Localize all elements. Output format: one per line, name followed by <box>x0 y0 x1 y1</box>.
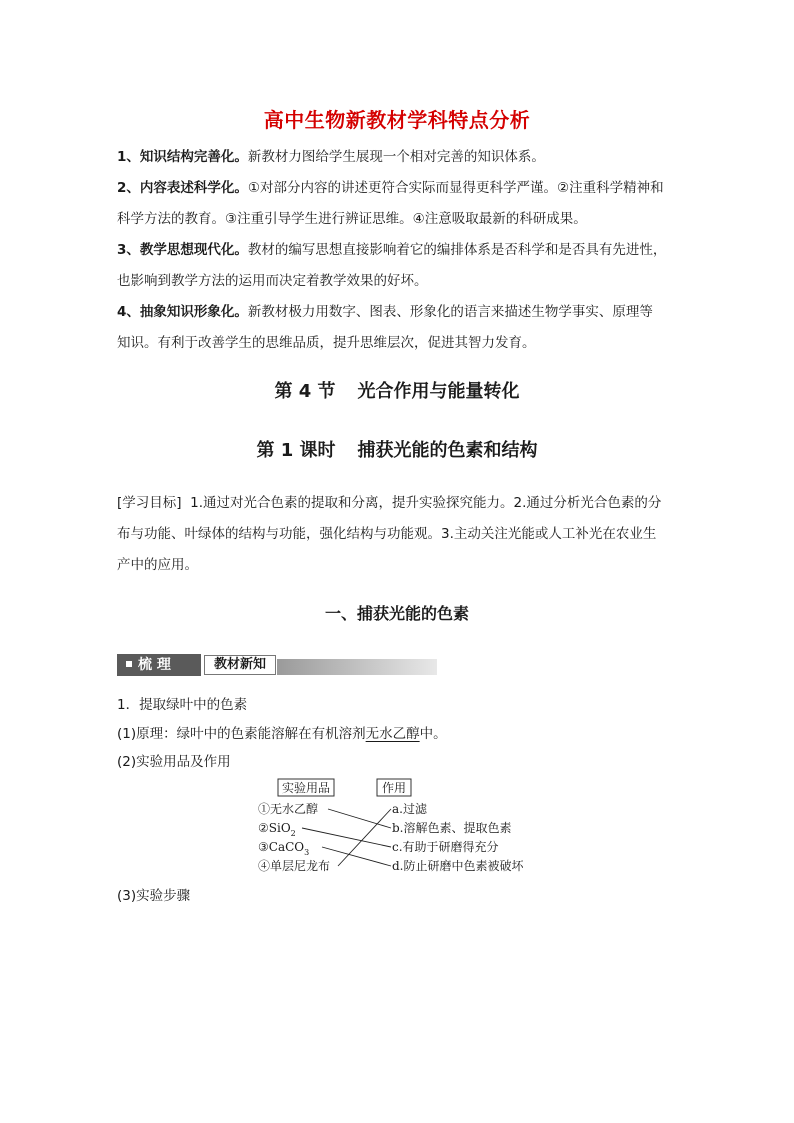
feature-text: 教材的编写思想直接影响着它的编排体系是否科学和是否具有先进性， <box>247 242 667 258</box>
feature-text: ①对部分内容的讲述更符合实际而显得更科学严谨。②注重科学精神和 <box>247 180 664 196</box>
feature-label: 2、内容表述科学化。 <box>117 180 248 196</box>
feature-text-cont: 也影响到教学方法的运用而决定着教学效果的好坏。 <box>117 273 428 289</box>
banner-dark-tab <box>117 654 201 676</box>
section-banner <box>117 654 437 676</box>
section-number: 第 4 节 <box>274 381 336 402</box>
step1-title: 1．提取绿叶中的色素 <box>117 697 248 713</box>
right-item: a.过滤 <box>392 802 427 816</box>
goals-text-cont: 布与功能、叶绿体的结构与功能，强化结构与功能观。3.主动关注光能或人工补光在农业生 <box>117 526 657 542</box>
feature-label: 4、抽象知识形象化。 <box>117 304 248 320</box>
principle-text <box>117 722 447 742</box>
section-name: 光合作用与能量转化 <box>357 381 520 402</box>
feature-text: 新教材极力用数字、图表、形象化的语言来描述生物学事实、原理等 <box>247 304 653 320</box>
match-line <box>302 828 391 847</box>
right-item: d.防止研磨中色素被破坏 <box>392 859 524 873</box>
materials-title: (2)实验用品及作用 <box>117 754 231 770</box>
right-header: 作用 <box>381 781 407 795</box>
principle-prefix: (1)原理：绿叶中的色素能溶解在有机溶剂 <box>117 726 366 742</box>
feature-3 <box>117 235 682 297</box>
matching-diagram <box>258 778 548 873</box>
feature-text-cont: 知识。有利于改善学生的思维品质，提升思维层次，促进其智力发育。 <box>117 335 536 351</box>
feature-label: 3、教学思想现代化。 <box>117 242 248 258</box>
lesson-name: 捕获光能的色素和结构 <box>357 440 538 461</box>
goals-label: [学习目标] <box>117 495 182 511</box>
feature-1 <box>117 142 682 173</box>
goals-text: 1.通过对光合色素的提取和分离，提升实验探究能力。2.通过分析光合色素的分 <box>190 495 662 511</box>
feature-text-cont: 科学方法的教育。③注重引导学生进行辨证思维。④注意吸取最新的科研成果。 <box>117 211 587 227</box>
match-links <box>302 809 391 866</box>
goals-text-end: 产中的应用。 <box>117 557 198 573</box>
steps-title: (3)实验步骤 <box>117 888 191 904</box>
match-line <box>322 847 391 866</box>
section-title <box>0 377 794 403</box>
left-column <box>258 801 330 873</box>
left-item: ①无水乙醇 <box>258 802 319 816</box>
square-icon <box>126 661 132 667</box>
lesson-title <box>0 436 794 462</box>
main-title: 高中生物新教材学科特点分析 <box>263 108 531 132</box>
feature-label: 1、知识结构完善化。 <box>117 149 248 165</box>
learning-goals <box>117 488 682 581</box>
principle-suffix: 中。 <box>419 726 447 742</box>
lesson-number: 第 1 课时 <box>256 440 336 461</box>
part-title: 一、捕获光能的色素 <box>324 604 469 623</box>
feature-text: 新教材力图给学生展现一个相对完善的知识体系。 <box>247 149 545 165</box>
banner-light-tab: 教材新知 <box>204 655 276 675</box>
banner-dark-label: 梳 理 <box>138 657 171 673</box>
right-item: b.溶解色素、提取色素 <box>392 821 512 835</box>
left-item: ③CaCO$_3$ <box>258 840 310 857</box>
feature-4 <box>117 297 682 359</box>
left-item: ②SiO$_2$ <box>258 821 296 838</box>
feature-2 <box>117 173 682 235</box>
banner-gradient-bar <box>277 659 437 675</box>
principle-answer: 无水乙醇 <box>365 726 420 742</box>
match-line <box>328 809 391 828</box>
right-column <box>392 801 524 873</box>
left-item: ④单层尼龙布 <box>258 859 331 873</box>
left-header: 实验用品 <box>281 781 331 795</box>
right-item: c.有助于研磨得充分 <box>392 840 499 854</box>
